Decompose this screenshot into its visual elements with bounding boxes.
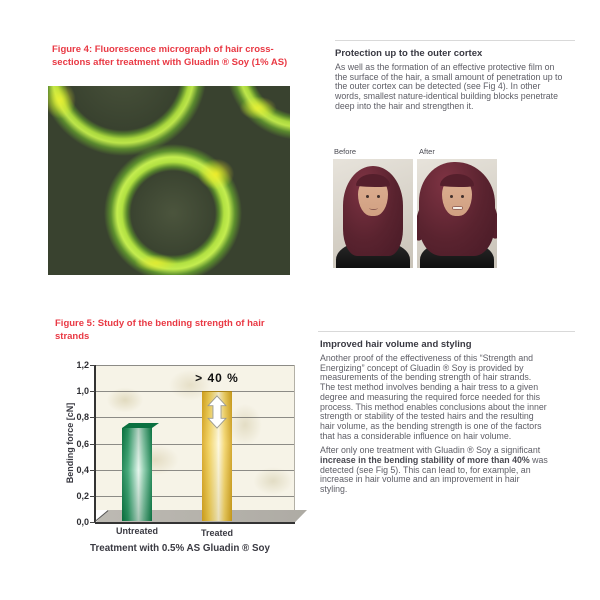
y-tick-label: 0,8 bbox=[76, 412, 89, 423]
para2-text: After only one treatment with Gluadin ® Soy a significant bbox=[320, 445, 541, 456]
section2-paragraph2 bbox=[320, 446, 548, 495]
before-photo bbox=[333, 159, 413, 268]
figure5-caption: Figure 5: Study of the bending strength of hair strands bbox=[55, 318, 265, 342]
y-tick-label: 1,2 bbox=[76, 360, 89, 370]
figure4-caption: Figure 4: Fluorescence micrograph of hair cross-sections after treatment with Gluadin ® Soy (1% AS) bbox=[52, 44, 288, 68]
bar-treated bbox=[202, 391, 232, 521]
y-tick-label: 0,4 bbox=[76, 464, 89, 475]
category-label: Untreated bbox=[115, 526, 158, 536]
section1-body: As well as the formation of an effective protective film on the surface of the hair, a small amount of penetration up to the outer cortex can be detected (see Fig 4). In other words, smallest nature-identical building blocks penetrate deep into the hair and strengthen it. bbox=[335, 62, 563, 111]
y-tick-label: 0,6 bbox=[76, 438, 89, 449]
mouth-shape bbox=[452, 206, 463, 210]
y-tick-mark bbox=[90, 470, 95, 471]
increase-annotation: > 40 % bbox=[195, 371, 239, 385]
y-tick-mark bbox=[90, 496, 95, 497]
y-tick-label: 1,0 bbox=[76, 386, 89, 397]
eyes-shape bbox=[450, 195, 453, 198]
para2-text: was detected (see Fig 5). This can lead to, for example, an increase in hair volume and an improvement in hair styling. bbox=[320, 455, 548, 495]
y-tick-mark bbox=[90, 417, 95, 418]
y-tick-label: 0,0 bbox=[76, 517, 89, 527]
section-divider-top bbox=[335, 40, 575, 41]
chart-x-axis-line bbox=[95, 522, 295, 524]
eyes-shape bbox=[366, 195, 369, 198]
section2-heading: Improved hair volume and styling bbox=[320, 339, 472, 350]
after-label: After bbox=[419, 147, 435, 156]
chart-y-axis-label: Bending force [cN] bbox=[65, 402, 75, 484]
para2-bold-text: increase in the bending stability of more than 40% bbox=[320, 455, 530, 466]
y-tick-mark bbox=[90, 444, 95, 445]
gridline bbox=[95, 417, 294, 418]
y-tick-label: 0,2 bbox=[76, 490, 89, 501]
y-tick-mark bbox=[90, 522, 95, 523]
figure5-bar-chart bbox=[50, 352, 310, 570]
chart-x-axis-title: Treatment with 0.5% AS Gluadin ® Soy bbox=[90, 543, 270, 554]
gridline bbox=[95, 391, 294, 392]
y-tick-mark bbox=[90, 391, 95, 392]
bar-untreated bbox=[122, 428, 152, 521]
gridline bbox=[95, 365, 294, 366]
y-tick-mark bbox=[90, 365, 95, 366]
figure4-micrograph-image bbox=[48, 86, 290, 275]
increase-arrow-icon bbox=[206, 395, 228, 429]
section2-body bbox=[320, 354, 548, 495]
mouth-shape bbox=[369, 206, 378, 210]
after-photo bbox=[417, 159, 497, 268]
section1-heading: Protection up to the outer cortex bbox=[335, 48, 483, 59]
section-divider-bottom bbox=[318, 331, 575, 332]
category-label: Treated bbox=[200, 528, 233, 538]
section2-paragraph1: Another proof of the effectiveness of this “Strength and Energizing” concept of Gluadin ® Soy is provided by measurements of the bending strength of hair strands. The test method involves bending a hair tress to a given degree and measuring the required force needed for this process. This method enables conclusions about the inner strength or stability of the tested hairs and the resulting hair volume, as the bending strength is one of the factors that has a considerable influence on hair volume. bbox=[320, 353, 547, 441]
before-label: Before bbox=[334, 147, 357, 156]
